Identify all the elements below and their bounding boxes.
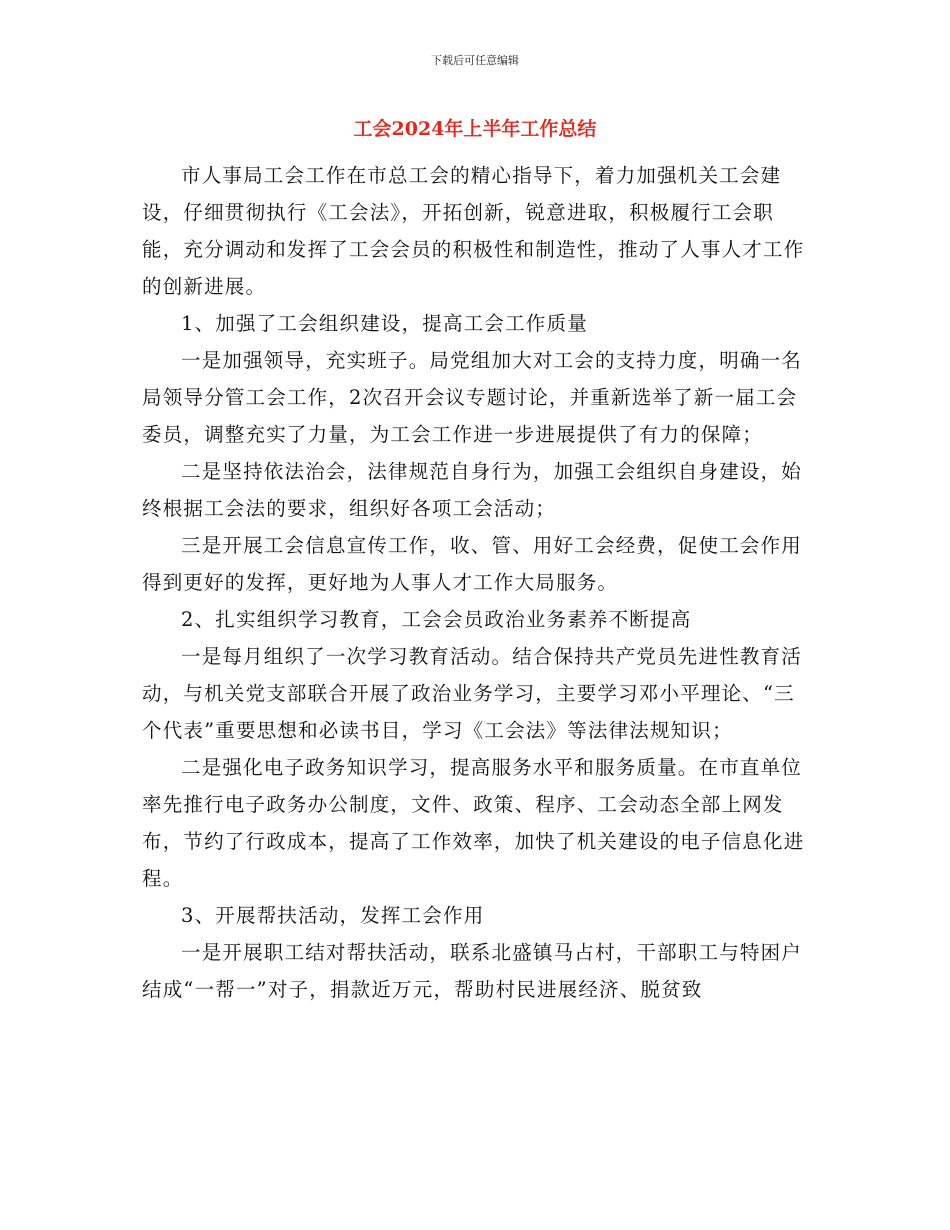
paragraph: 三是开展工会信息宣传工作，收、管、用好工会经费，促使工会作用得到更好的发挥，更好地为人事人才工作大局服务。	[142, 534, 803, 594]
paragraph: 一是每月组织了一次学习教育活动。结合保持共产党员先进性教育活动，与机关党支部联合开展了政治业务学习，主要学习邓小平理论、“三个代表”重要思想和必读书目，学习《工会法》等法律法规知识；	[142, 645, 803, 742]
section-heading-1: 1、加强了工会组织建设，提高工会工作质量	[181, 312, 588, 335]
paragraph: 一是加强领导，充实班子。局党组加大对工会的支持力度，明确一名局领导分管工会工作，2次召开会议专题讨论，并重新选举了新一届工会委员，调整充实了力量，为工会工作进一步进展提供了有力的保障；	[142, 349, 803, 446]
paragraph: 一是开展职工结对帮扶活动，联系北盛镇马占村，干部职工与特困户结成“一帮一”对子，捐款近万元，帮助村民进展经济、脱贫致	[142, 941, 803, 1001]
document-body	[142, 157, 807, 1008]
section-heading-3: 3、开展帮扶活动，发挥工会作用	[181, 904, 485, 927]
section-heading-2: 2、扎实组织学习教育，工会会员政治业务素养不断提高	[181, 608, 692, 631]
paragraph: 二是强化电子政务知识学习，提高服务水平和服务质量。在市直单位率先推行电子政务办公制度，文件、政策、程序、工会动态全部上网发布，节约了行政成本，提高了工作效率，加快了机关建设的电子信息化进程。	[142, 756, 805, 890]
paragraph: 二是坚持依法治会，法律规范自身行为，加强工会组织自身建设，始终根据工会法的要求，组织好各项工会活动；	[142, 460, 803, 520]
document-title: 工会2024年上半年工作总结	[353, 118, 597, 140]
paragraph-intro: 市人事局工会工作在市总工会的精心指导下，着力加强机关工会建设，仔细贯彻执行《工会法》，开拓创新，锐意进取，积极履行工会职能，充分调动和发挥了工会会员的积极性和制造性，推动了人事人才工作的创新进展。	[142, 164, 805, 298]
page-header: 下载后可任意编辑	[431, 54, 519, 67]
